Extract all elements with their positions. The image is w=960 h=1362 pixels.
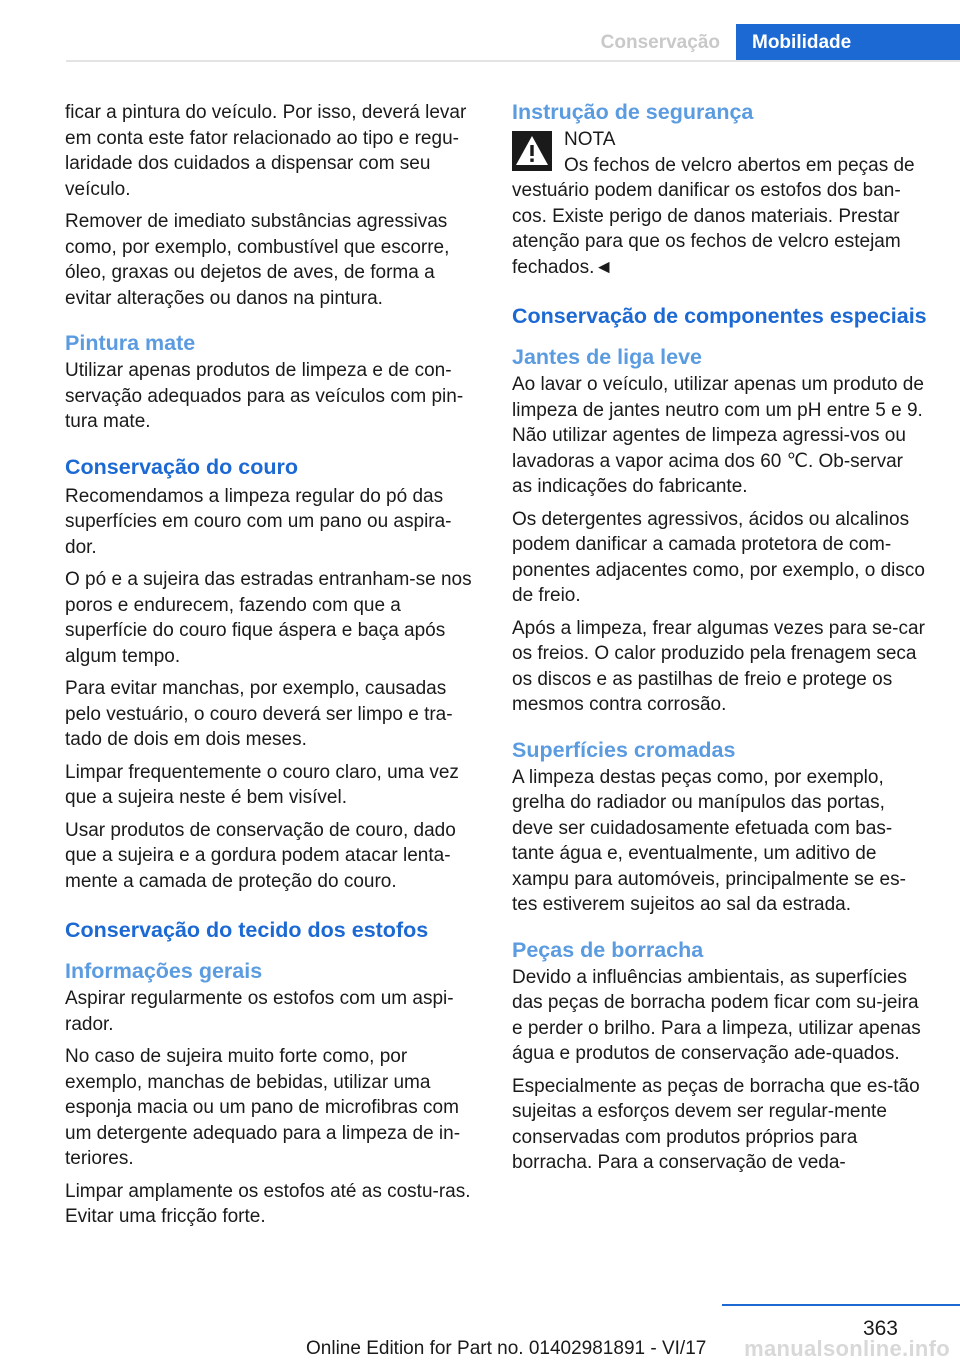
paragraph: ficar a pintura do veículo. Por isso, deverá levar em conta este fator relacionado ao tipo e regu-laridade dos cuidados a dispensar com seu veículo. xyxy=(65,102,467,200)
paragraph: Recomendamos a limpeza regular do pó das superfícies em couro com um pano ou aspira-dor. xyxy=(65,485,452,558)
paragraph: Usar produtos de conservação de couro, dado que a sujeira e a gordura podem atacar lenta-mente a camada de proteção do couro. xyxy=(65,819,456,892)
header-chapter-tab: Mobilidade xyxy=(736,24,960,62)
paragraph: Limpar frequentemente o couro claro, uma vez que a sujeira neste é bem visível. xyxy=(65,761,459,808)
paragraph: Ao lavar o veículo, utilizar apenas um produto de limpeza de jantes neutro com um pH entre 5 e 9. Não utilizar agentes de limpeza agressi-vos ou lavadoras a vapor acima dos 60 ℃. Ob-servar as indicações do fabricante. xyxy=(512,374,924,497)
left-column xyxy=(65,100,479,1237)
paragraph: O pó e a sujeira das estradas entranham-se nos poros e endurecem, fazendo com que a superfície do couro fique áspera e baça após algum tempo. xyxy=(65,569,472,667)
heading-conservacao-componentes: Conservação de componentes especiais xyxy=(512,304,927,328)
paragraph: Para evitar manchas, por exemplo, causadas pelo vestuário, o couro deverá ser limpo e tra-tado de dois em dois meses. xyxy=(65,678,453,750)
heading-pecas-borracha: Peças de borracha xyxy=(512,937,704,962)
paragraph: Após a limpeza, frear algumas vezes para se-car os freios. O calor produzido pela frenagem seca os discos e as pastilhas de freio e protege os mesmos contra corrosão. xyxy=(512,617,925,715)
paragraph: Utilizar apenas produtos de limpeza e de con-servação adequados para as veículos com pin-tura mate. xyxy=(65,360,464,432)
paragraph: Remover de imediato substâncias agressivas como, por exemplo, combustível que escorre, óleo, graxas ou dejetos de aves, de forma a evitar alterações ou danos na pintura. xyxy=(65,211,450,309)
heading-conservacao-tecido: Conservação do tecido dos estofos xyxy=(65,918,429,942)
watermark: manualsonline.info xyxy=(744,1336,950,1361)
paragraph: Especialmente as peças de borracha que es-tão sujeitas a esforços devem ser regular-mente conservadas com produtos próprios para borracha. Para a conservação de veda- xyxy=(512,1075,920,1173)
page-number: 363 xyxy=(862,1317,898,1340)
note-text: Os fechos de velcro abertos em peças de vestuário podem danificar os estofos dos ban-cos. Existe perigo de danos materiais. Prestar atenção para que os fechos de velcro estejam fechados.◄ xyxy=(512,154,915,278)
heading-instrucao-seguranca: Instrução de segurança xyxy=(512,100,754,124)
paragraph: Aspirar regularmente os estofos com um aspi-rador. xyxy=(65,988,454,1035)
safety-note xyxy=(512,127,928,280)
heading-jantes-liga-leve: Jantes de liga leve xyxy=(512,345,703,369)
paragraph: A limpeza destas peças como, por exemplo, grelha do radiador ou manípulos das portas, deve ser cuidadosamente efetuada com bas-tante água e, eventualmente, um aditivo de xampu para automóveis, principalmente se es-tes estiverem sujeitos ao sal da estrada. xyxy=(512,766,906,915)
paragraph: Os detergentes agressivos, ácidos ou alcalinos podem danificar a camada protetora de com-ponentes adjacentes como, por exemplo, o disco de freio. xyxy=(512,508,925,606)
paragraph: Devido a influências ambientais, as superfícies das peças de borracha podem ficar com su-jeira e perder o brilho. Para a limpeza, utilizar apenas água e produtos de conservação ade-quados. xyxy=(512,966,921,1064)
heading-superficies-cromadas: Superfícies cromadas xyxy=(512,737,736,762)
header-section-label: Conservação xyxy=(600,32,720,53)
footer-divider xyxy=(722,1304,960,1306)
paragraph: No caso de sujeira muito forte como, por exemplo, manchas de bebidas, utilizar uma esponja macia ou um pano de microfibras com um detergente adequado para a limpeza de in-teriores. xyxy=(65,1046,461,1169)
paragraph: Limpar amplamente os estofos até as costu-ras. Evitar uma fricção forte. xyxy=(65,1180,471,1227)
warning-triangle-icon xyxy=(512,131,552,171)
page-header xyxy=(66,24,960,62)
note-title: NOTA xyxy=(564,129,616,150)
right-column xyxy=(512,100,928,1183)
heading-informacoes-gerais: Informações gerais xyxy=(65,959,263,983)
footer-edition: Online Edition for Part no. 01402981891 - VI/17 xyxy=(306,1338,707,1359)
heading-pintura-mate: Pintura mate xyxy=(65,331,196,355)
heading-conservacao-couro: Conservação do couro xyxy=(65,454,298,479)
header-divider xyxy=(66,60,960,62)
